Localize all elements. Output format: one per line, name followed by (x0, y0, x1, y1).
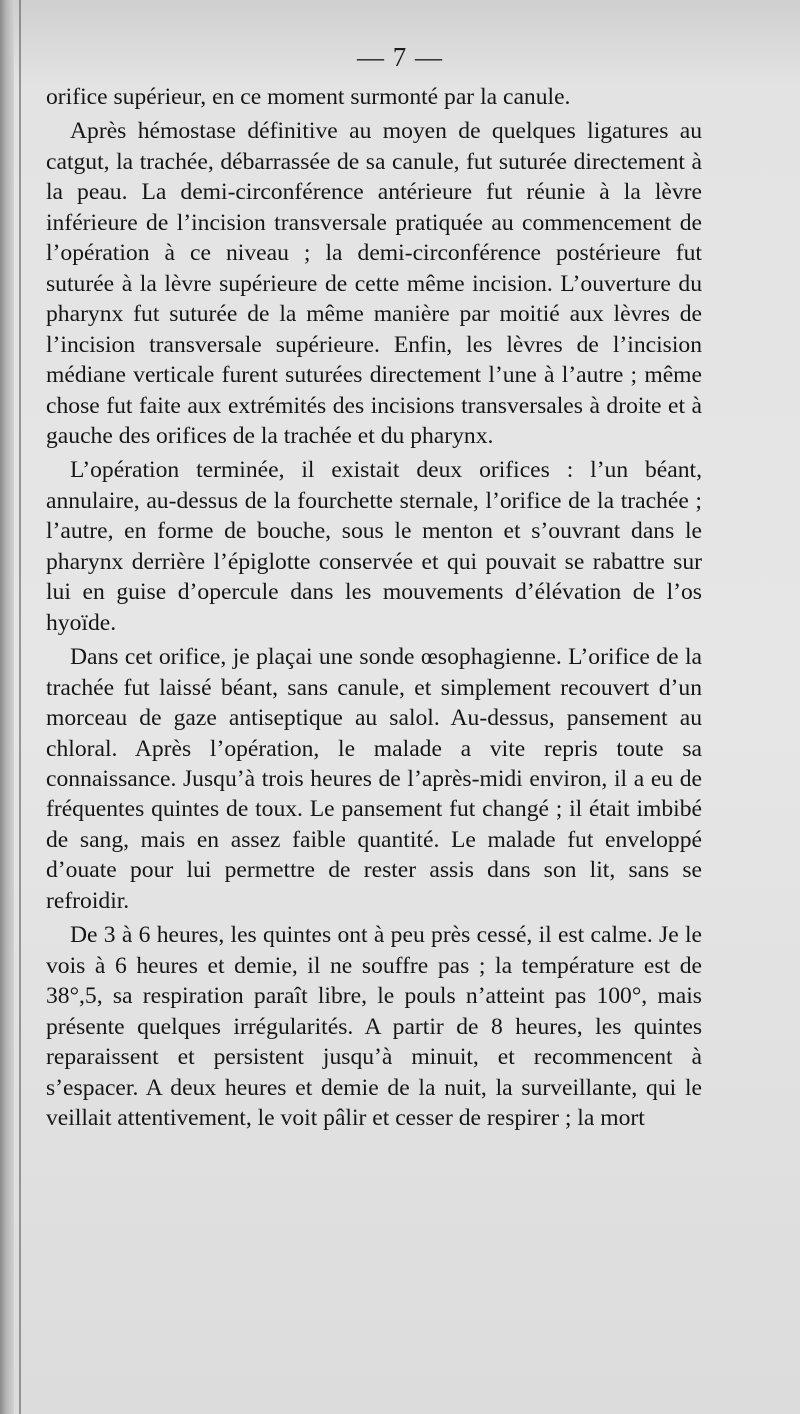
paragraph-orifices: L’opération terminée, il existait deux orifices : l’un béant, annulaire, au-dessus de la fourchette sternale, l’orifice de la trachée ; l’autre, en forme de bouche, sous le menton et s’ouvrant dans le pharynx derrière l’épiglotte conservée et qui pouvait se rabattre sur lui en guise d’opercule dans les mouvements d’élévation de l’os hyoïde. (46, 457, 702, 636)
page-number: — 7 — (357, 42, 443, 72)
paragraph-hemostasis: Après hémostase définitive au moyen de quelques ligatures au catgut, la trachée, débarrassée de sa canule, fut suturée directement à la peau. La demi-circonférence antérieure fut réunie à la lèvre inférieure de l’incision transversale pratiquée au commencement de l’opération à ce niveau ; la demi-circonférence postérieure fut suturée à la lèvre supérieure de cette même incision. L’ouverture du pharynx fut suturée de la même manière par moitié aux lèvres de l’incision transversale supérieure. Enfin, les lèvres de l’incision médiane verticale furent suturées directement l’une à l’autre ; même chose fut faite aux extrémités des incisions transversales à droite et à gauche des orifices de la trachée et du pharynx. (46, 118, 702, 449)
page-binding-edge (0, 0, 14, 1414)
paragraph-evolution: De 3 à 6 heures, les quintes ont à peu près cessé, il est calme. Je le vois à 6 heures et demie, il ne souffre pas ; la température est de 38°,5, sa respiration paraît libre, le pouls n’atteint pas 100°, mais présente quelques irrégularités. A partir de 8 heures, les quintes reparaissent et persistent jusqu’à minuit, et recommencent à s’espacer. A deux heures et demie de la nuit, la surveillante, qui le veillait attentivement, le voit pâlir et cesser de respirer ; la mort (46, 922, 702, 1131)
paragraph-sonde: Dans cet orifice, je plaçai une sonde œsophagienne. L’orifice de la trachée fut laissé béant, sans canule, et simplement recouvert d’un morceau de gaze antiseptique au salol. Au-dessus, pansement au chloral. Après l’opération, le malade a vite repris toute sa connaissance. Jusqu’à trois heures de l’après-midi environ, il a eu de fréquentes quintes de toux. Le pansement fut changé ; il était imbibé de sang, mais en assez faible quantité. Le malade fut enveloppé d’ouate pour lui permettre de rester assis dans son lit, sans se refroidir. (46, 644, 702, 914)
body-text (46, 82, 702, 1137)
paragraph-continued: orifice supérieur, en ce moment surmonté par la canule. (46, 84, 571, 110)
page-binding-line (19, 0, 21, 1414)
